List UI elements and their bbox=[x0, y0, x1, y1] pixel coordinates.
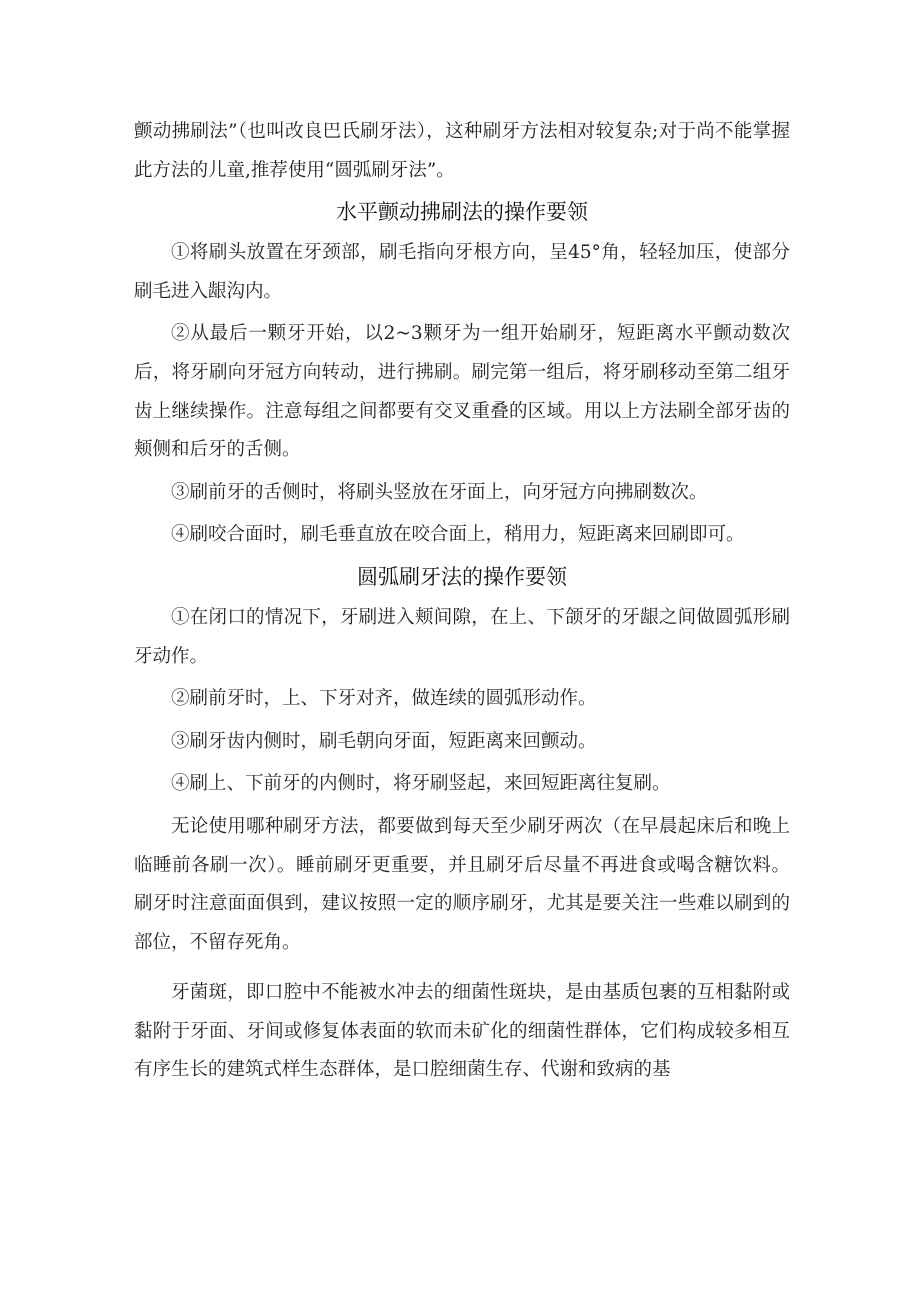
section1-step-1: ①将刷头放置在牙颈部，刷毛指向牙根方向，呈45°角，轻轻加压，使部分刷毛进入龈沟内。 bbox=[134, 242, 790, 302]
document-body bbox=[134, 113, 790, 1090]
section-heading-horizontal-vibration: 水平颤动拂刷法的操作要领 bbox=[336, 200, 588, 225]
summary-paragraph: 无论使用哪种刷牙方法，都要做到每天至少刷牙两次（在早晨起床后和晚上临睡前各刷一次）。睡前刷牙更重要，并且刷牙后尽量不再进食或喝含糖饮料。刷牙时注意面面俱到，建议按照一定的顺序刷牙，尤其是要关注一些难以刷到的部位，不留存死角。 bbox=[134, 815, 790, 953]
section1-step-4: ④刷咬合面时，刷毛垂直放在咬合面上，稍用力，短距离来回刷即可。 bbox=[171, 524, 745, 546]
section2-step-3: ③刷牙齿内侧时，刷毛朝向牙面，短距离来回颤动。 bbox=[171, 730, 597, 752]
section-heading-arc-method: 圆弧刷牙法的操作要领 bbox=[357, 564, 567, 589]
section1-step-3: ③刷前牙的舌侧时，将刷头竖放在牙面上，向牙冠方向拂刷数次。 bbox=[171, 481, 708, 503]
section2-step-2: ②刷前牙时，上、下牙对齐，做连续的圆弧形动作。 bbox=[171, 688, 597, 710]
intro-paragraph: 颤动拂刷法”（也叫改良巴氏刷牙法），这种刷牙方法相对较复杂;对于尚不能掌握此方法的儿童,推荐使用“圆弧刷牙法”。 bbox=[134, 121, 790, 181]
plaque-paragraph: 牙菌斑，即口腔中不能被水冲去的细菌性斑块，是由基质包裹的互相黏附或黏附于牙面、牙间或修复体表面的软而未矿化的细菌性群体，它们构成较多相互有序生长的建筑式样生态群体，是口腔细菌生存、代谢和致病的基 bbox=[134, 982, 790, 1081]
section2-step-1: ①在闭口的情况下，牙刷进入颊间隙，在上、下颌牙的牙龈之间做圆弧形刷牙动作。 bbox=[134, 606, 790, 667]
section1-step-2: ②从最后一颗牙开始，以2~3颗牙为一组开始刷牙，短距离水平颤动数次后，将牙刷向牙冠方向转动，进行拂刷。刷完第一组后，将牙刷移动至第二组牙齿上继续操作。注意每组之间都要有交叉重叠的区域。用以上方法刷全部牙齿的颊侧和后牙的舌侧。 bbox=[134, 323, 790, 461]
section2-step-4: ④刷上、下前牙的内侧时，将牙刷竖起，来回短距离往复刷。 bbox=[171, 773, 671, 795]
